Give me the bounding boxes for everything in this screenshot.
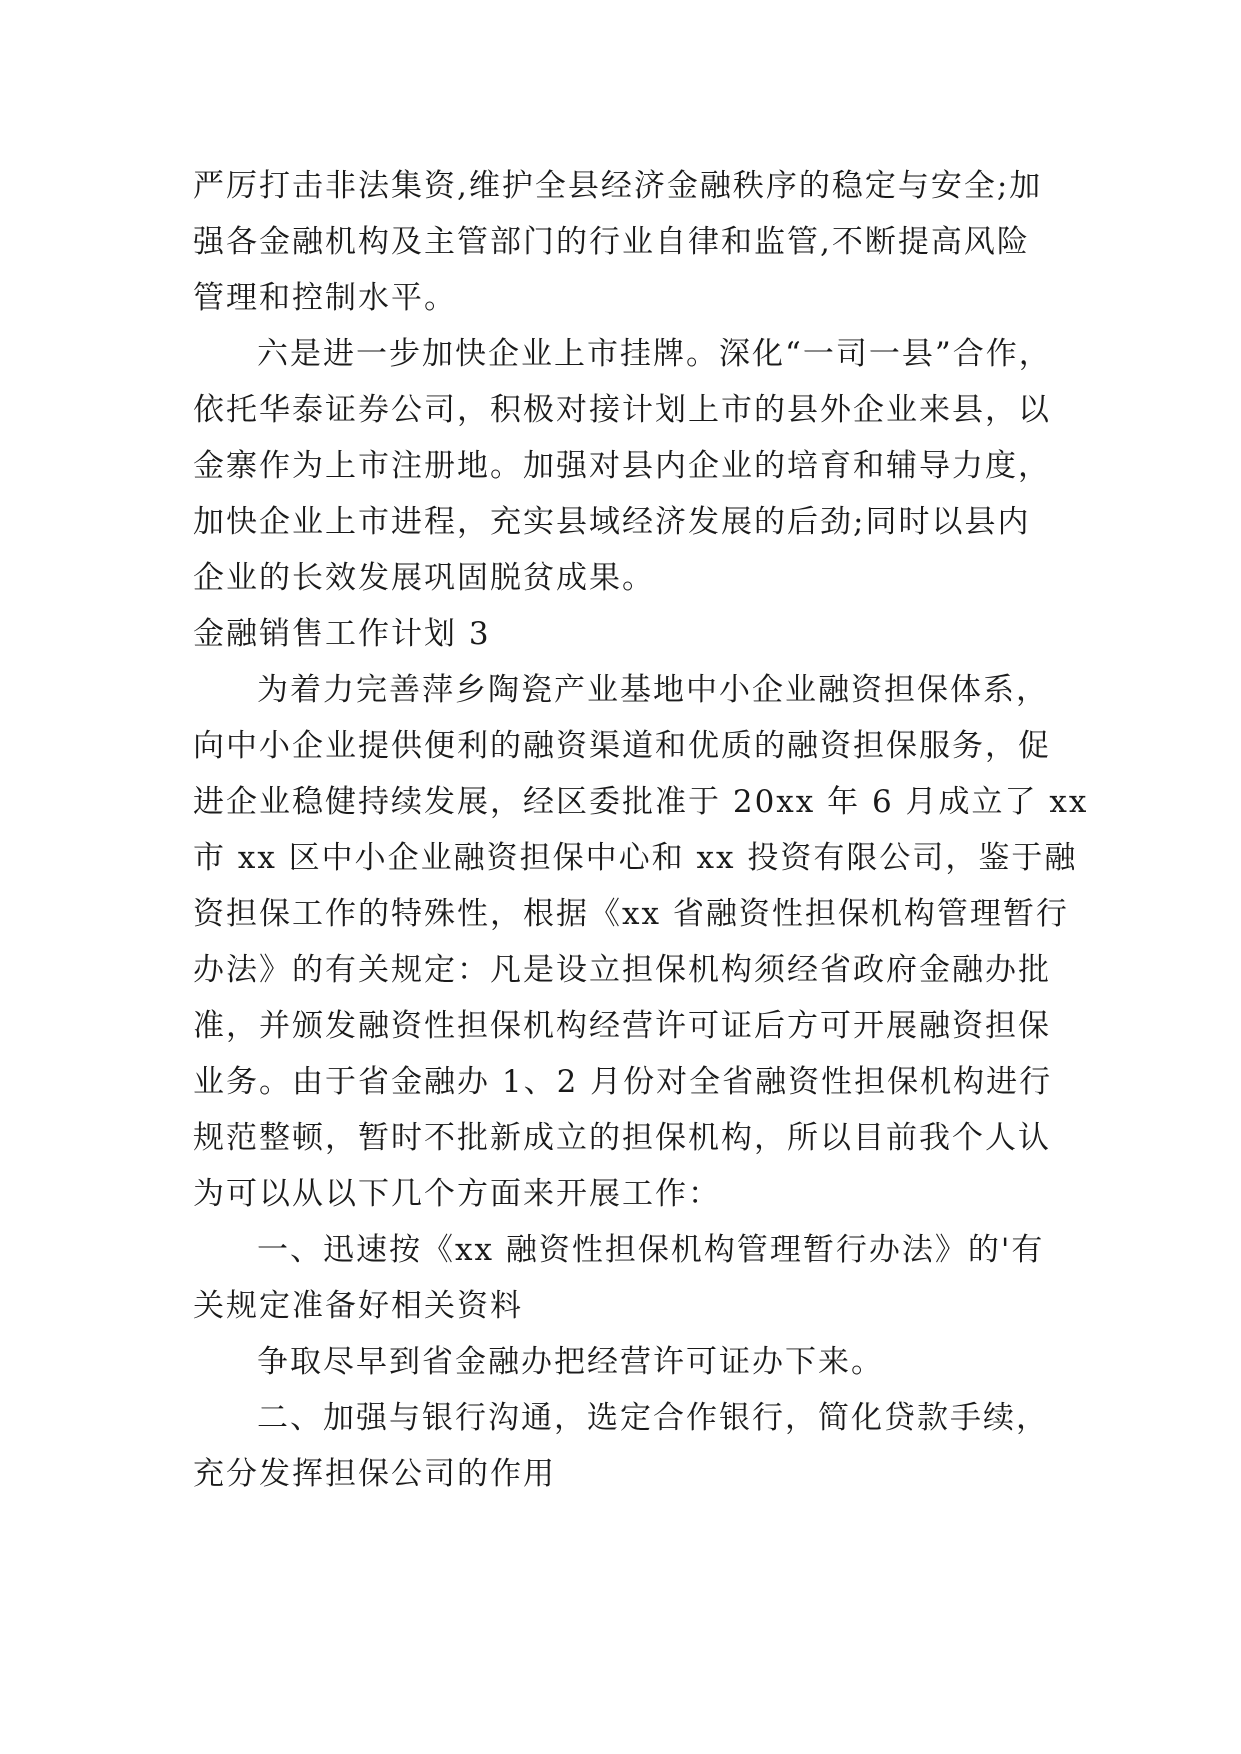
- text-line: 关规定准备好相关资料: [193, 1288, 523, 1324]
- paragraph-start-line: 争取尽早到省金融办把经营许可证办下来。: [257, 1344, 884, 1380]
- text-line: 企业的长效发展巩固脱贫成果。: [193, 560, 655, 596]
- text-line: 资担保工作的特殊性，根据《xx 省融资性担保机构管理暂行: [193, 896, 1069, 932]
- paragraph-start-line: 一、迅速按《xx 融资性担保机构管理暂行办法》的'有: [257, 1232, 1045, 1268]
- paragraph-start-line: 二、加强与银行沟通，选定合作银行，简化贷款手续，: [257, 1400, 1049, 1436]
- text-line: 进企业稳健持续发展，经区委批准于 20xx 年 6 月成立了 xx: [193, 784, 1089, 820]
- text-line: 依托华泰证券公司，积极对接计划上市的县外企业来县，以: [193, 392, 1051, 428]
- text-line: 金寨作为上市注册地。加强对县内企业的培育和辅导力度，: [193, 448, 1051, 484]
- text-line: 充分发挥担保公司的作用: [193, 1456, 556, 1492]
- text-line: 准，并颁发融资性担保机构经营许可证后方可开展融资担保: [193, 1008, 1051, 1044]
- text-line: 严厉打击非法集资,维护全县经济金融秩序的稳定与安全;加: [193, 168, 1043, 204]
- text-line: 业务。由于省金融办 1、2 月份对全省融资性担保机构进行: [193, 1064, 1053, 1100]
- text-line: 市 xx 区中小企业融资担保中心和 xx 投资有限公司，鉴于融: [193, 840, 1078, 876]
- text-line: 强各金融机构及主管部门的行业自律和监管,不断提高风险: [193, 224, 1030, 260]
- document-body: [193, 158, 1089, 1502]
- text-line: 加快企业上市进程，充实县域经济发展的后劲;同时以县内: [193, 504, 1031, 540]
- section-heading: 金融销售工作计划 3: [193, 616, 491, 652]
- text-line: 为可以从以下几个方面来开展工作：: [193, 1176, 721, 1212]
- paragraph-start-line: 六是进一步加快企业上市挂牌。深化“一司一县”合作，: [257, 336, 1052, 372]
- text-line: 规范整顿，暂时不批新成立的担保机构，所以目前我个人认: [193, 1120, 1051, 1156]
- paragraph-start-line: 为着力完善萍乡陶瓷产业基地中小企业融资担保体系，: [257, 672, 1049, 708]
- text-line: 办法》的有关规定：凡是设立担保机构须经省政府金融办批: [193, 952, 1051, 988]
- text-line: 管理和控制水平。: [193, 280, 457, 316]
- text-line: 向中小企业提供便利的融资渠道和优质的融资担保服务，促: [193, 728, 1051, 764]
